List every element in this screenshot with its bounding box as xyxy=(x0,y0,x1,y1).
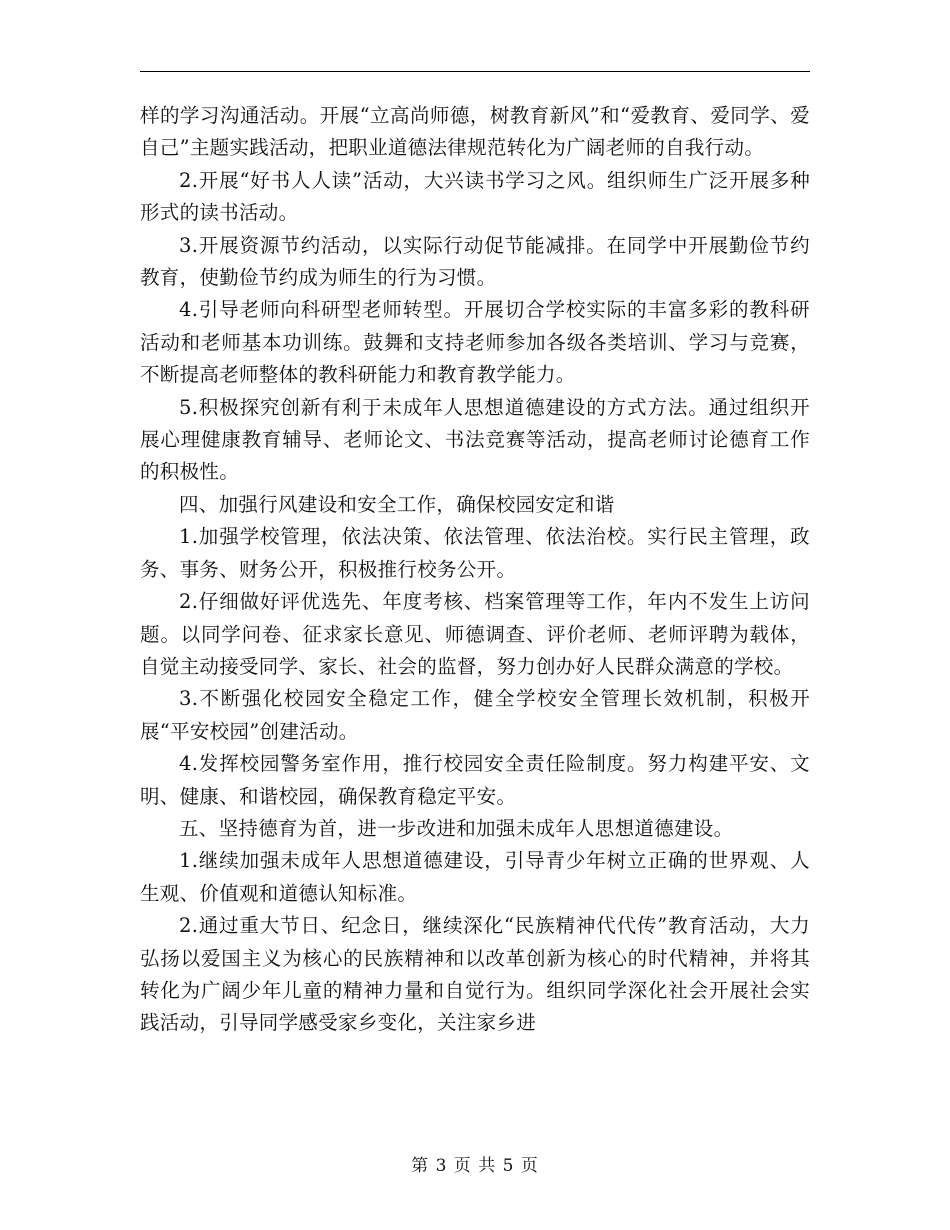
paragraph-9: 3.不断强化校园安全稳定工作，健全学校安全管理长效机制，积极开展“平安校园”创建活动。 xyxy=(140,687,810,743)
paragraph-2: 2.开展“好书人人读”活动，大兴读书学习之风。组织师生广泛开展多种形式的读书活动。 xyxy=(140,168,810,225)
section-heading-4: 四、加强行风建设和安全工作，确保校园安定和谐 xyxy=(179,492,615,516)
page-footer: 第 3 页 共 5 页 xyxy=(411,1156,539,1176)
paragraph-4: 4.引导老师向科研型老师转型。开展切合学校实际的丰富多彩的教科研活动和老师基本功训练。鼓舞和支持老师参加各级各类培训、学习与竞赛，不断提高老师整体的教科研能力和教育教学能力。 xyxy=(140,298,810,387)
paragraph-5: 5.积极探究创新有利于未成年人思想道德建设的方式方法。通过组织开展心理健康教育辅导、老师论文、书法竞赛等活动，提高老师讨论德育工作的积极性。 xyxy=(140,395,810,484)
paragraph-13: 2.通过重大节日、纪念日，继续深化“民族精神代代传”教育活动，大力弘扬以爱国主义为核心的民族精神和以改革创新为核心的时代精神，并将其转化为广阔少年儿童的精神力量和自觉行为。组织同学深化社会开展社会实践活动，引导同学感受家乡变化，关注家乡进 xyxy=(140,914,810,1035)
header-rule xyxy=(140,71,810,72)
paragraph-1: 样的学习沟通活动。开展“立高尚师德，树教育新风”和“爱教育、爱同学、爱自己”主题实践活动，把职业道德法律规范转化为广阔老师的自我行动。 xyxy=(140,104,810,160)
paragraph-7: 1.加强学校管理，依法决策、依法管理、依法治校。实行民主管理，政务、事务、财务公开，积极推行校务公开。 xyxy=(140,525,810,581)
paragraph-3: 3.开展资源节约活动，以实际行动促节能减排。在同学中开展勤俭节约教育，使勤俭节约成为师生的行为习惯。 xyxy=(140,233,810,290)
paragraph-8: 2.仔细做好评优选先、年度考核、档案管理等工作，年内不发生上访问题。以同学问卷、征求家长意见、师德调查、评价老师、老师评聘为载体，自觉主动接受同学、家长、社会的监督，努力创办好人民群众满意的学校。 xyxy=(140,590,810,678)
paragraph-12: 1.继续加强未成年人思想道德建设，引导青少年树立正确的世界观、人生观、价值观和道德认知标准。 xyxy=(140,849,810,905)
paragraph-10: 4.发挥校园警务室作用，推行校园安全责任险制度。努力构建平安、文明、健康、和谐校园，确保教育稳定平安。 xyxy=(140,752,810,808)
document-body xyxy=(140,100,810,1040)
section-heading-5: 五、坚持德育为首，进一步改进和加强未成年人思想道德建设。 xyxy=(179,816,734,840)
